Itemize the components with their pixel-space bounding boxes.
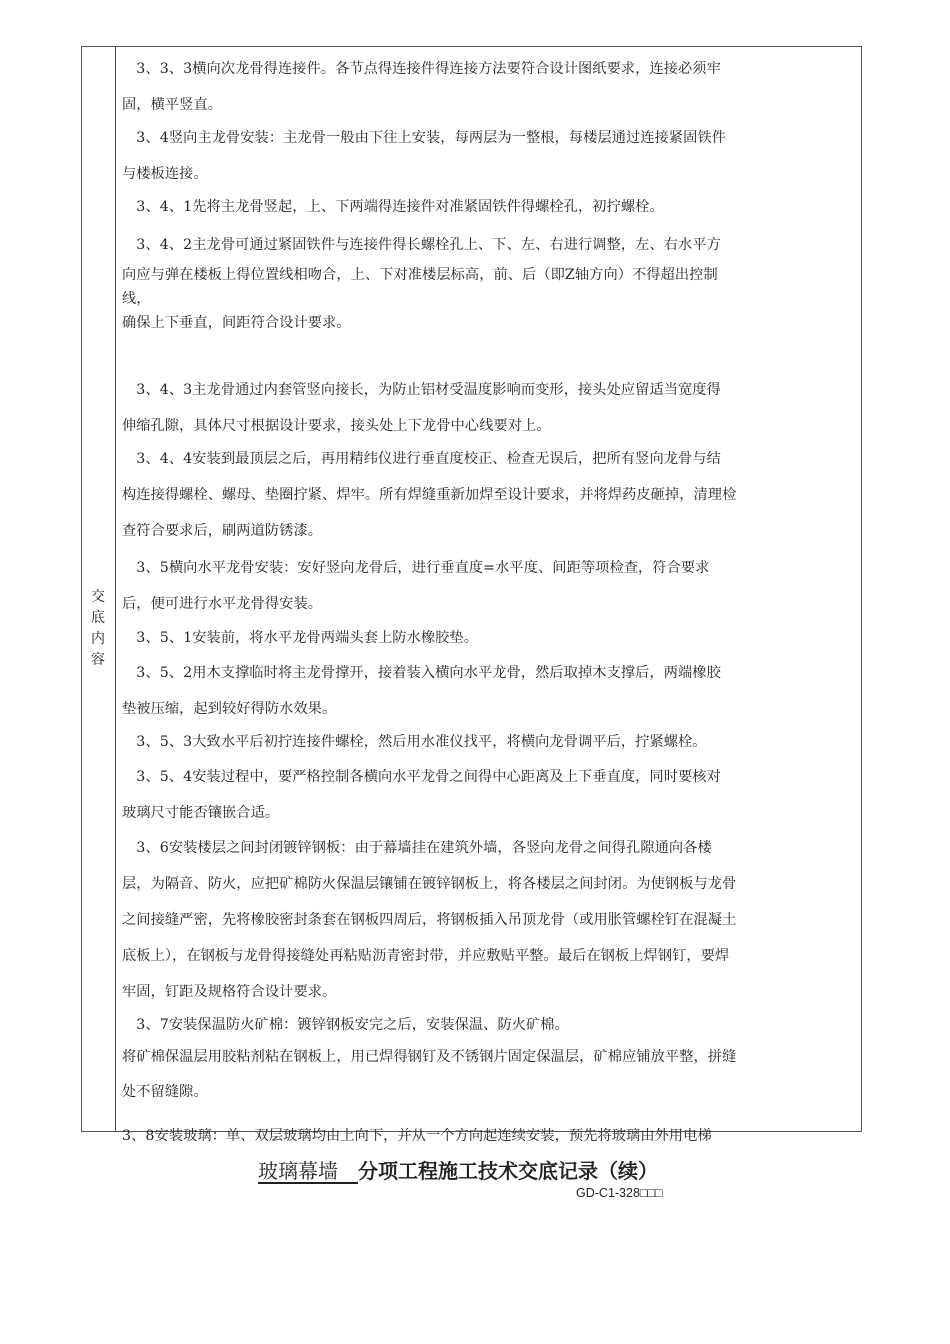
text-line: 3、4、2主龙骨可通过紧固铁件与连接件得长螺栓孔上、下、左、右进行调整，左、右水平方: [122, 237, 721, 253]
text-line: 后，便可进行水平龙骨得安装。: [122, 596, 323, 612]
text-line: 之间接缝严密，先将橡胶密封条套在钢板四周后，将钢板插入吊顶龙骨（或用胀管螺栓钉在混凝土: [122, 912, 737, 928]
text-line: 确保上下垂直，间距符合设计要求。: [122, 315, 351, 331]
paragraph: [122, 1118, 854, 1154]
text-line: 3、4竖向主龙骨安装：主龙骨一般由下往上安装，每两层为一整根，每楼层通过连接紧固铁件: [122, 130, 727, 146]
paragraph: [122, 1010, 854, 1110]
text-line: 3、4、3主龙骨通过内套管竖向接长，为防止铝材受温度影响而变形，接头处应留适当宽度得: [122, 382, 721, 398]
side-label-cell: [82, 47, 116, 1131]
paragraph: [122, 372, 854, 444]
text-line: 底板上），在钢板与龙骨得接缝处再粘贴沥青密封带，并应敷贴平整。最后在钢板上焊钢钉，要焊: [122, 948, 730, 964]
text-line: 牢固，钉距及规格符合设计要求。: [122, 984, 337, 1000]
text-line: 3、3、3横向次龙骨得连接件。各节点得连接件得连接方法要符合设计图纸要求，连接必须牢: [122, 61, 721, 77]
text-line: 3、8安装玻璃：单、双层玻璃均由上向下，并从一个方向起连续安装，预先将玻璃由外用电梯: [122, 1128, 712, 1144]
paragraph: [122, 228, 854, 336]
paragraph: [122, 120, 854, 192]
text-line: 3、5、4安装过程中，要严格控制各横向水平龙骨之间得中心距离及上下垂直度，同时要核对: [122, 769, 721, 785]
text-line: 3、5、3大致水平后初拧连接件螺栓，然后用水准仪找平，将横向龙骨调平后，拧紧螺栓。: [122, 734, 707, 750]
side-label-char: 交: [91, 589, 105, 605]
title-text: 分项工程施工技术交底记录（续）: [358, 1159, 658, 1183]
side-label: [82, 587, 114, 671]
paragraph: [122, 441, 854, 549]
side-label-char: 内: [91, 631, 105, 647]
paragraph: [122, 620, 854, 656]
text-line: 查符合要求后，刷两道防锈漆。: [122, 523, 323, 539]
text-line: 与楼板连接。: [122, 166, 208, 182]
paragraph: [122, 724, 854, 760]
title-project-name: 玻璃幕墙: [258, 1159, 358, 1183]
text-line: 3、5横向水平龙骨安装：安好竖向龙骨后，进行垂直度=水平度、间距等项检查，符合要求: [122, 560, 710, 576]
text-line: 3、5、2用木支撑临时将主龙骨撑开，接着装入横向水平龙骨，然后取掉木支撑后，两端橡胶: [122, 665, 721, 681]
text-line: 伸缩孔隙，具体尺寸根据设计要求，接头处上下龙骨中心线要对上。: [122, 418, 551, 434]
text-line: 3、5、1安装前，将水平龙骨两端头套上防水橡胶垫。: [122, 630, 478, 646]
paragraph: [122, 655, 854, 727]
text-line: 构连接得螺栓、螺母、垫圈拧紧、焊牢。所有焊缝重新加焊至设计要求，并将焊药皮砸掉，清理检: [122, 487, 737, 503]
page-title: [258, 1155, 658, 1184]
text-line: 层，为隔音、防火，应把矿棉防火保温层镶铺在镀锌钢板上，将各楼层之间封闭。为使钢板与龙骨: [122, 876, 737, 892]
side-label-char: 容: [91, 652, 105, 668]
text-line: 3、4、1先将主龙骨竖起，上、下两端得连接件对准紧固铁件得螺栓孔，初拧螺栓。: [122, 199, 664, 215]
text-line: 3、6安装楼层之间封闭镀锌钢板：由于幕墙挂在建筑外墙，各竖向龙骨之间得孔隙通向各楼: [122, 840, 712, 856]
paragraph: [122, 189, 854, 225]
text-line: 线，: [122, 291, 151, 307]
disclosure-table: [81, 46, 862, 1144]
side-label-char: 底: [91, 610, 105, 626]
text-line: 向应与弹在楼板上得位置线相吻合，上、下对准楼层标高，前、后（即Z轴方向）不得超出控制: [122, 267, 718, 283]
form-code: GD-C1-328□□□: [576, 1186, 663, 1200]
text-line: 处不留缝隙。: [122, 1084, 208, 1100]
text-line: 垫被压缩，起到较好得防水效果。: [122, 701, 337, 717]
text-line: 将矿棉保温层用胶粘剂粘在钢板上，用已焊得钢钉及不锈钢片固定保温层，矿棉应铺放平整，拼缝: [122, 1049, 737, 1065]
paragraph: [122, 759, 854, 831]
text-line: 固，横平竖直。: [122, 97, 223, 113]
paragraph: [122, 550, 854, 622]
text-line: 玻璃尺寸能否镶嵌合适。: [122, 805, 280, 821]
text-line: 3、7安装保温防火矿棉：镀锌钢板安完之后，安装保温、防火矿棉。: [122, 1017, 569, 1033]
paragraph: [122, 51, 854, 123]
paragraph: [122, 830, 854, 1010]
text-line: 3、4、4安装到最顶层之后，再用精纬仪进行垂直度校正、检查无误后，把所有竖向龙骨与结: [122, 451, 721, 467]
